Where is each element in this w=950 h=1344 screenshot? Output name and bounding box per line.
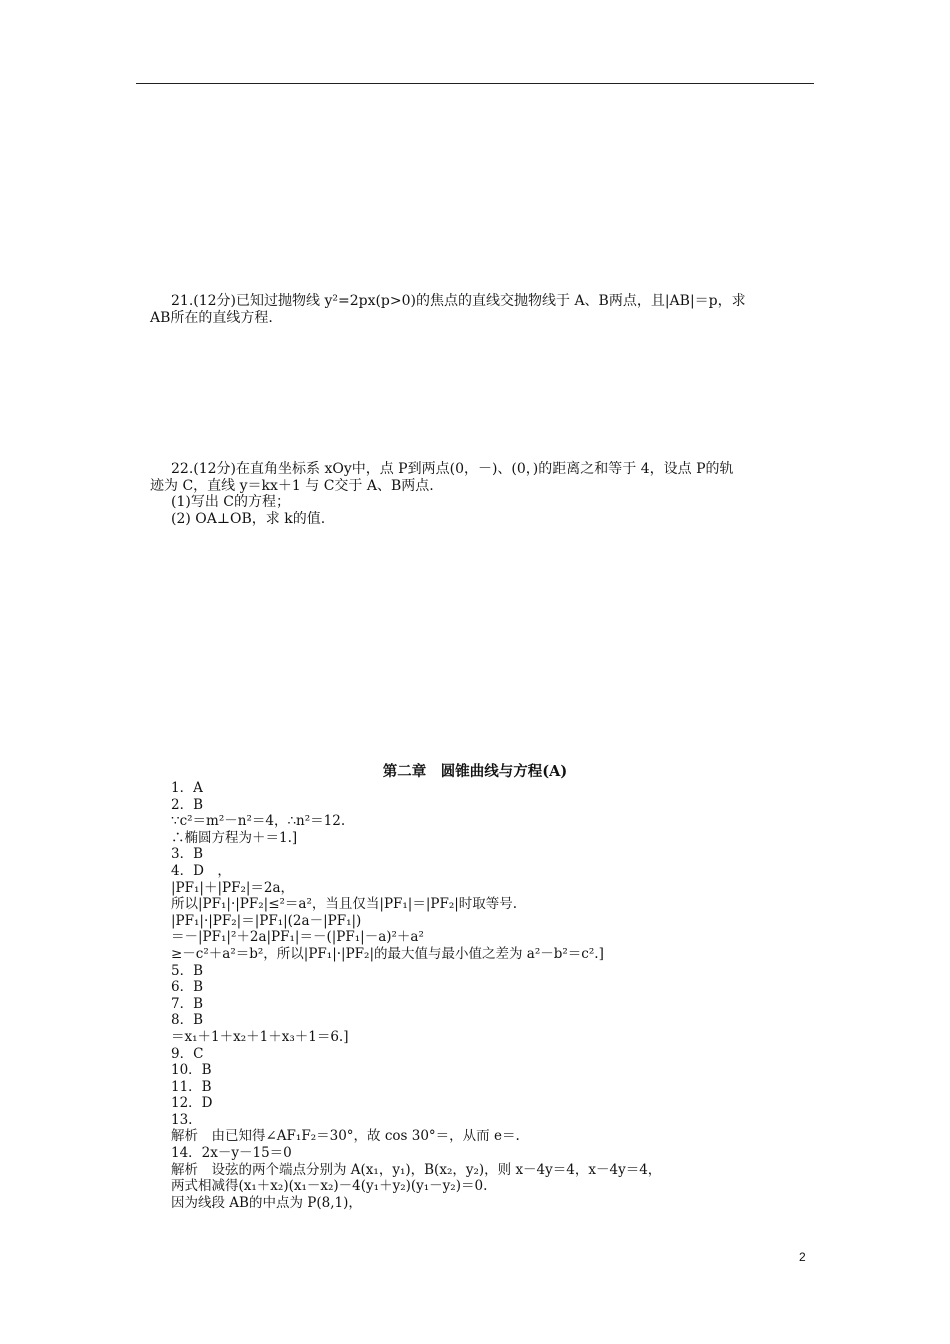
answer-line: 1．A: [171, 780, 203, 796]
answer-line: 13.: [171, 1111, 193, 1128]
answer-line: 所以|PF₁|·|PF₂|≤²＝a²，当且仅当|PF₁|＝|PF₂|时取等号.: [171, 896, 518, 913]
answer-line: ＝－|PF₁|²＋2a|PF₁|＝－(|PF₁|－a)²＋a²: [171, 929, 424, 946]
problem-21-line-2: AB所在的直线方程.: [150, 309, 273, 326]
answer-line: 11．B: [171, 1078, 212, 1095]
problem-22-part-1: (1)写出 C的方程；: [171, 494, 290, 510]
answer-line: 10．B: [171, 1062, 212, 1079]
problem-21: [150, 293, 814, 326]
answer-line: 7．B: [171, 995, 204, 1012]
answer-line: ＝x₁＋1＋x₂＋1＋x₃＋1＝6.]: [171, 1028, 349, 1045]
answer-line: 解析 设弦的两个端点分别为 A(x₁，y₁)，B(x₂，y₂)，则 x－4y＝4，x－4y＝4，: [171, 1161, 662, 1178]
answer-line: 3．B: [171, 846, 204, 863]
problem-22-line-1: 22.(12分)在直角坐标系 xOy中，点 P到两点(0，－)、(0，)的距离之和等于 4，设点 P的轨: [171, 461, 734, 477]
answer-list: [171, 780, 811, 1211]
answer-line: ≥－c²＋a²＝b²，所以|PF₁|·|PF₂|的最大值与最小值之差为 a²－b²＝c².]: [171, 945, 604, 962]
answer-line: 两式相减得(x₁＋x₂)(x₁－x₂)－4(y₁＋y₂)(y₁－y₂)＝0.: [171, 1178, 488, 1195]
answer-line: 14．2x－y－15＝0: [171, 1145, 292, 1162]
answer-line: 2．B: [171, 796, 204, 813]
answers-heading: 第二章 圆锥曲线与方程(A): [382, 763, 568, 780]
answer-line: 解析 由已知得∠AF₁F₂＝30°，故 cos 30°＝，从而 e＝.: [171, 1128, 520, 1145]
answer-line: 5．B: [171, 962, 204, 979]
answer-line: 9．C: [171, 1045, 204, 1062]
answer-line: ∴椭圆方程为＋＝1.]: [171, 829, 298, 846]
problem-22-part-2: (2) OA⊥OB，求 k的值.: [171, 510, 326, 527]
header-rule: [136, 83, 814, 84]
answer-line: ∵c²＝m²－n²＝4，∴n²＝12.: [171, 813, 346, 830]
answer-line: 8．B: [171, 1012, 204, 1029]
answer-line: 4．D ，: [171, 862, 231, 879]
problem-22: [150, 461, 814, 527]
answer-line: |PF₁|·|PF₂|＝|PF₁|(2a－|PF₁|): [171, 912, 362, 929]
answer-line: 因为线段 AB的中点为 P(8,1)，: [171, 1194, 362, 1211]
answer-line: 12．D: [171, 1095, 213, 1112]
problem-21-line-1: 21.(12分)已知过抛物线 y²=2px(p>0)的焦点的直线交抛物线于 A、B两点，且|AB|＝p，求: [171, 293, 746, 309]
answer-line: 6．B: [171, 979, 204, 996]
answer-line: |PF₁|＋|PF₂|＝2a，: [171, 879, 295, 896]
problem-22-line-2: 迹为 C，直线 y＝kx＋1 与 C交于 A、B两点.: [150, 477, 434, 494]
page-number: 2: [799, 1250, 806, 1264]
